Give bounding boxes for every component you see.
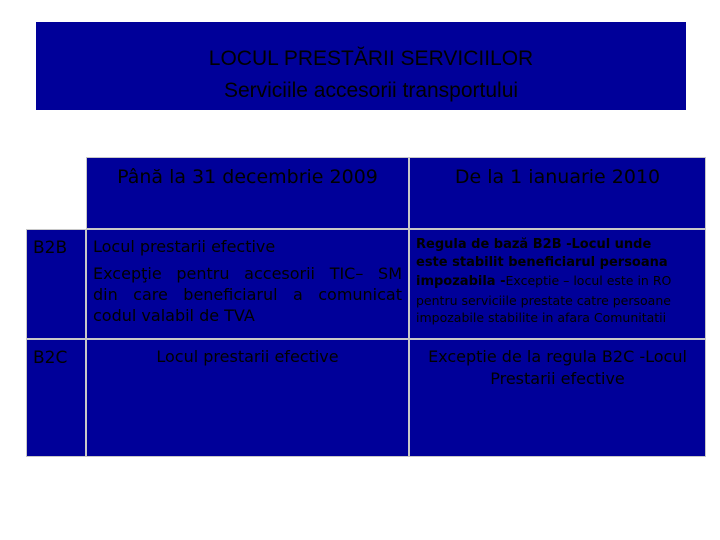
b2c-until-2009-cell <box>86 339 409 457</box>
row-label-b2c: B2C <box>33 348 68 368</box>
b2b-2010-rule-line-1: Regula de bază B2B -Locul unde <box>416 237 652 252</box>
b2b-2010-exception-line-3: impozabile stabilite in afara Comunitatii <box>416 310 667 325</box>
b2b-2010-exception-line-2: pentru serviciile prestate catre persoane <box>416 293 671 308</box>
header-cell-from-2010 <box>409 157 706 229</box>
b2b-2010-rule-line-2: este stabilit beneficiarul persoana <box>416 255 668 270</box>
title-banner <box>36 22 686 110</box>
b2c-2010-line-2: Prestarii efective <box>490 369 625 388</box>
b2c-2010-line-1: Exceptie de la regula B2C -Locul <box>428 347 687 366</box>
row-label-cell-b2b <box>26 229 86 339</box>
b2b-2010-bold-prefix: impozabila - <box>416 274 506 289</box>
b2c-2009-line-1: Locul prestarii efective <box>156 347 339 366</box>
table-corner-cell <box>26 157 86 229</box>
header-cell-until-2009 <box>86 157 409 229</box>
b2b-2009-line-2: Excepţie pentru accesorii TIC– SM <box>93 264 402 283</box>
b2b-from-2010-cell <box>409 229 706 339</box>
row-label-b2b: B2B <box>33 238 68 258</box>
b2c-from-2010-cell <box>409 339 706 457</box>
header-from-2010: De la 1 ianuarie 2010 <box>454 166 661 188</box>
b2b-until-2009-cell <box>86 229 409 339</box>
b2b-2010-rule-line-3 <box>416 273 699 290</box>
b2b-2009-line-3: din care beneficiarul a comunicat <box>93 285 402 304</box>
header-until-2009: Până la 31 decembrie 2009 <box>117 166 378 188</box>
comparison-table <box>26 157 706 457</box>
slide-subtitle: Serviciile accesorii transportului <box>223 79 519 102</box>
b2b-2010-exception-line-1: Exceptie – locul este in RO <box>505 273 672 288</box>
b2b-2009-line-4: codul valabil de TVA <box>93 306 255 325</box>
b2b-2009-line-1: Locul prestarii efective <box>93 237 276 256</box>
row-label-cell-b2c <box>26 339 86 457</box>
slide-title: LOCUL PRESTĂRII SERVICIILOR <box>208 47 534 70</box>
